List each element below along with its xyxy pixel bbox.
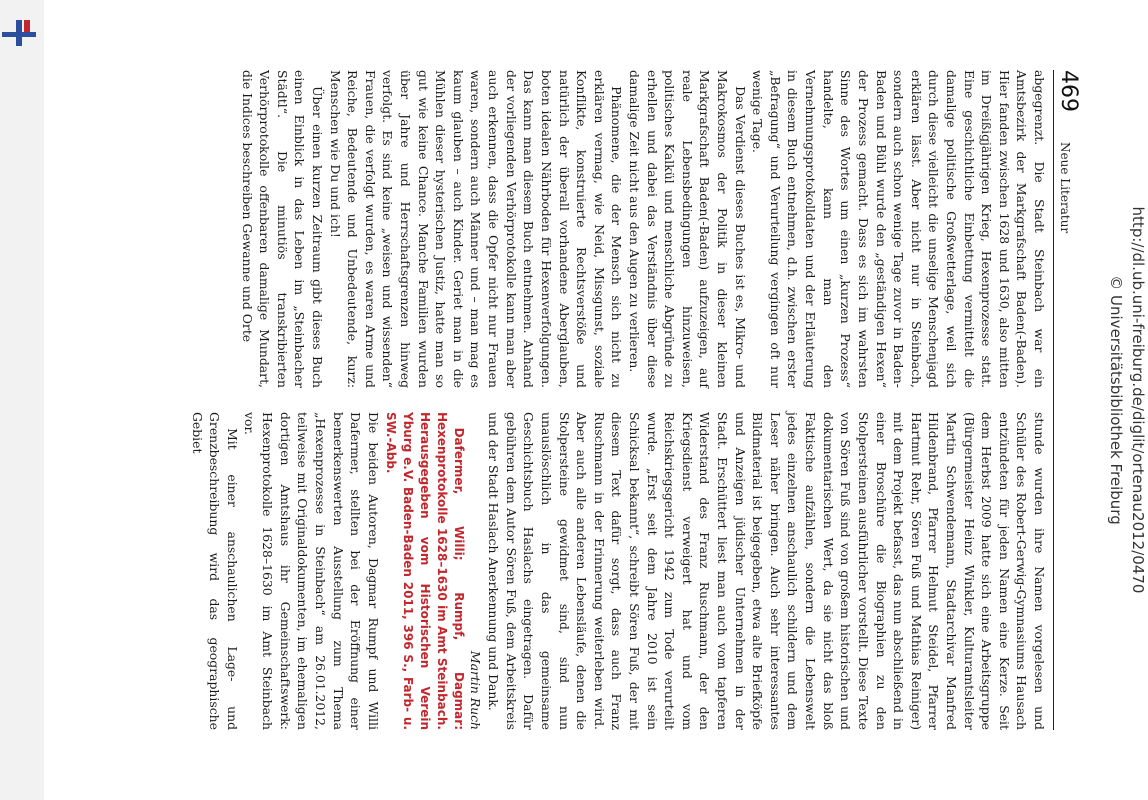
paragraph: Phänomene, die der Mensch sich nicht zu erklären vermag, wie Neid, Missgunst, soziale Konflikte, konstruierte Rechtsverstöße und natürlich der überall vorhandene Aberglauben, boten idealen Nährboden für Hexenverfolgungen. Das kann man diesem Buch entnehmen. Anhand der vorliegenden Verhörprotokolle kann man aber auch erkennen, dass die Opfer nicht nur Frauen waren, sondern auch Männer und – man mag es kaum glauben – auch Kinder. Geriet man in die Mühlen dieser hysterischen Justiz, hatte man so gut wie keine Chance. Manche Familien wurden über Jahre und Herrschaftsgrenzen hinweg verfolgt. Es sind keine „weisen und wissenden“ Frauen, die verfolgt wurden, es waren Arme und Reiche, Bedeutende und Unbedeutende, kurz: Menschen wie Du und ich! <box>327 70 625 388</box>
rotated-page <box>44 0 1148 800</box>
section-title: Neue Literatur <box>1058 142 1072 234</box>
review-author: Martin Ruch <box>468 650 484 730</box>
text-columns <box>158 70 1048 730</box>
watermark-copyright: © Universitätsbibliothek Freiburg <box>1107 275 1126 525</box>
book-title-heading: Dafermer, Willi; Rumpf, Dagmar: Hexenprotokolle 1628–1630 im Amt Steinbach. Herausgegeben vom Historischen Verein Yburg e.V. Baden-Baden 2011, 396 S., Farb- u. SW.-Abb. <box>383 412 466 730</box>
digitization-watermark <box>1104 0 1148 800</box>
right-column <box>158 412 1048 730</box>
left-margin-strip <box>0 0 44 800</box>
paragraph: abgegrenzt. Die Stadt Steinbach war ein Amtsbezirk der Markgrafschaft Baden(-Baden). Hier fanden zwischen 1628 und 1630, also mitten im Dreißigjährigen Krieg, Hexenprozesse statt. Eine geschichtliche Einbettung vermittelt die damalige politische Großwetterlage, weil sich durch diese vielleicht die unselige Menschenjagd erklären lässt. Aber nicht nur in Steinbach, sondern auch schon wenige Tage zuvor in Baden-Baden und Bühl wurde den „geständigen Hexen“ der Prozess gemacht. Dass es sich im wahrsten Sinne des Wortes um einen „kurzen Prozess“ handelte, kann man den Vernehmungsprotokolldaten und der Erläuterung in diesem Buch entnehmen, d.h. zwischen erster „Befragung“ und Verurteilung vergingen oft nur wenige Tage. <box>750 70 1047 388</box>
left-column <box>158 70 1048 388</box>
page-number: 469 <box>1056 70 1081 112</box>
paragraph: Mit einer anschaulichen Lage- und Grenzbeschreibung wird das geographische Gebiet <box>189 412 240 730</box>
paragraph: stunde wurden ihre Namen vorgelesen und Schüler des Robert-Gerwig-Gymnasiums Hausach entzündeten für jeden Namen eine Kerze. Seit dem Herbst 2009 hatte sich eine Arbeitsgruppe (Bürgermeister Heinz Winkler, Kulturamtsleiter Martin Schwendemann, Stadtarchivar Manfred Hildenbrand, Pfarrer Helmut Steidel, Pfarrer Hartmut Rehr, Sören Fuß und Mathias Reiniger) mit dem Projekt befasst, das nun abschließend in einer Broschüre die Biographien zu den Stolpersteinen ausführlicher vorstellt. Diese Texte von Sören Fuß sind von großem historischen und dokumentarischen Wert, da sie nicht das bloß Faktische aufzählen, sondern die Lebenswelt jedes einzelnen anschaulich schildern und dem Leser näher bringen. Auch sehr interessantes Bildmaterial ist beigegeben, etwa alte Briefköpfe und Anzeigen jüdischer Unternehmen in der Stadt. Erschüttert liest man auch vom tapferen Widerstand des Franz Ruschmann, der den Kriegsdienst verweigert hat und vom Reichskriegsgericht 1942 zum Tode verurteilt wurde. „Erst seit dem Jahre 2010 ist sein Schicksal bekannt“, schreibt Sören Fuß, der mit diesem Text dafür sorgt, dass auch Franz Ruschmann in der Erinnerung weiterleben wird. Aber auch alle anderen Lebensläufe, denen die Stolpersteine gewidmet sind, sind nun unauslöschlich in das gemeinsame Geschichtsbuch Haslachs eingetragen. Dafür gebühren dem Autor Sören Fuß, dem Arbeitskreis und der Stadt Haslach Anerkennung und Dank. <box>486 412 1047 730</box>
paragraph: Das Verdienst dieses Buches ist es, Mikro- und Makrokosmos der Politik in dieser kleinen Markgrafschaft Baden(-Baden) aufzuzeigen, auf reale Lebensbedingungen hinzuweisen, politisches Kalkül und menschliche Abgründe zu erhellen und dabei das Verständnis über diese damalige Zeit nicht aus den Augen zu verlieren. <box>626 70 748 388</box>
page-header <box>1053 70 1088 730</box>
paragraph: Die beiden Autoren, Dagmar Rumpf und Willi Dafermer, stellten bei der Eröffnung einer bemerkenswerten Ausstellung zum Thema „Hexenprozesse in Steinbach“ am 26.01.2012, teilweise mit Originaldokumenten, im ehemaligen dortigen Amtshaus ihr Gemeinschaftswerk: Hexenprotokolle 1628–1630 im Amt Steinbach vor. <box>242 412 381 730</box>
watermark-url[interactable]: http://dl.ub.uni-freiburg.de/diglit/ortenau2012/0470 <box>1129 206 1147 594</box>
paragraph: Über einen kurzen Zeitraum gibt dieses Buch einen Einblick in das Leben im „Steinbacher Städtl“. Die minutiös transkribierten Verhörprotokolle offenbaren damalige Mundart, die Indices beschreiben Gewanne und Orte <box>239 70 326 388</box>
